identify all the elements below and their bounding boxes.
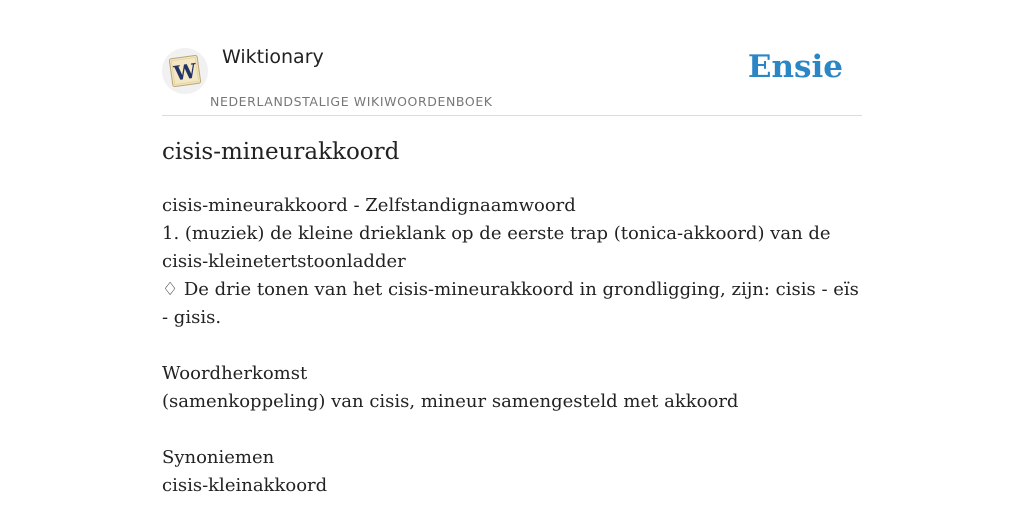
site-name[interactable]: Wiktionary [222,46,324,68]
wiktionary-logo-icon[interactable] [162,48,208,94]
etymology-text: (samenkoppeling) van cisis, mineur samengesteld met akkoord [162,391,739,412]
logo-letter: W [172,58,198,86]
part-of-speech-line: cisis-mineurakkoord - Zelfstandignaamwoord [162,195,576,216]
wiktionary-tile-icon [162,48,208,94]
example-text: ♢ De drie tonen van het cisis-mineurakkoord in grondligging, zijn: cisis - eïs - gisis. [162,279,859,328]
etymology-heading: Woordherkomst [162,363,308,384]
entry-content [162,192,862,500]
ensie-brand-link[interactable]: Ensie [747,49,843,85]
synonyms-heading: Synoniemen [162,447,275,468]
definition-text: 1. (muziek) de kleine drieklank op de eerste trap (tonica-akkoord) van de cisis-kleinetertstoonladder [162,223,831,272]
site-header [162,44,862,116]
spacer [162,416,862,444]
synonyms-text: cisis-kleinakkoord [162,475,328,496]
page-title: cisis-mineurakkoord [162,139,400,165]
site-tagline: NEDERLANDSTALIGE WIKIWOORDENBOEK [210,94,493,109]
spacer [162,332,862,360]
